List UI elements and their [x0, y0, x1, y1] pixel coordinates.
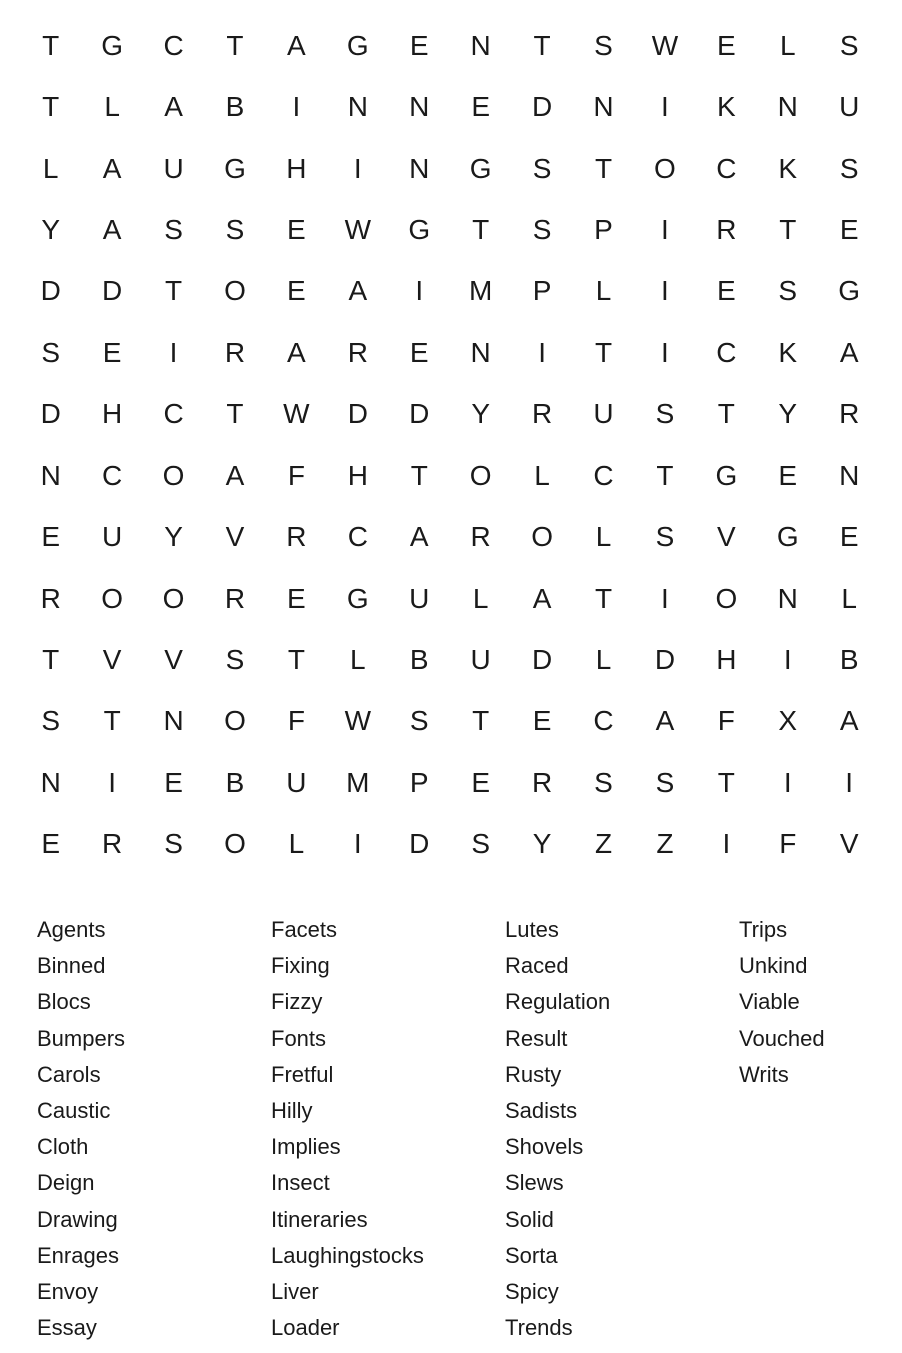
grid-cell[interactable]: I: [353, 828, 362, 860]
word-column: [37, 912, 267, 1346]
grid-cell[interactable]: T: [779, 213, 797, 245]
grid-cell[interactable]: G: [101, 29, 124, 61]
word-item: Implies: [271, 1134, 341, 1160]
grid-cell[interactable]: S: [41, 705, 61, 737]
word-item: Solid: [505, 1206, 554, 1232]
grid-cell[interactable]: T: [287, 643, 305, 675]
grid-cell[interactable]: I: [108, 766, 117, 798]
word-item: Laughingstocks: [271, 1242, 424, 1268]
grid-cell[interactable]: F: [717, 705, 735, 737]
grid-cell[interactable]: T: [594, 336, 613, 368]
grid-cell[interactable]: G: [715, 459, 738, 491]
grid-cell[interactable]: Z: [656, 828, 674, 860]
grid-cell[interactable]: G: [346, 29, 369, 61]
grid-cell[interactable]: S: [409, 705, 429, 737]
grid-cell[interactable]: S: [41, 336, 61, 368]
grid-cell[interactable]: E: [471, 91, 490, 123]
grid-cell[interactable]: I: [845, 766, 854, 798]
word-item: Writs: [739, 1061, 789, 1087]
grid-cell[interactable]: G: [469, 152, 492, 184]
grid-cell[interactable]: B: [225, 766, 245, 798]
grid-cell[interactable]: A: [839, 336, 859, 368]
word-item: Result: [505, 1025, 568, 1051]
word-item: Deign: [37, 1170, 95, 1196]
grid-cell[interactable]: T: [103, 705, 121, 737]
grid-cell[interactable]: F: [287, 705, 305, 737]
word-item: Essay: [37, 1315, 97, 1341]
word-item: Sadists: [505, 1097, 578, 1123]
grid-cell[interactable]: P: [532, 275, 552, 307]
word-column: [271, 912, 501, 1346]
grid-cell[interactable]: D: [40, 398, 61, 430]
grid-cell[interactable]: I: [661, 275, 669, 307]
word-item: Binned: [37, 953, 106, 979]
word-item: Viable: [739, 989, 800, 1015]
word-column: [505, 912, 735, 1346]
grid-cell[interactable]: O: [224, 275, 246, 307]
grid-cell[interactable]: R: [470, 521, 491, 553]
grid-cell[interactable]: D: [102, 275, 123, 307]
grid-cell[interactable]: L: [534, 459, 550, 491]
grid-cell[interactable]: E: [778, 459, 798, 491]
grid-cell[interactable]: O: [469, 459, 492, 491]
grid-cell[interactable]: S: [164, 213, 183, 245]
grid-cell[interactable]: A: [102, 152, 122, 184]
grid-cell[interactable]: R: [224, 582, 246, 614]
grid-cell[interactable]: D: [409, 398, 430, 430]
grid-cell[interactable]: E: [164, 766, 183, 798]
grid-cell[interactable]: G: [346, 582, 369, 614]
grid-cell[interactable]: L: [595, 643, 612, 675]
grid-cell[interactable]: E: [471, 766, 490, 798]
word-item: Envoy: [37, 1278, 99, 1304]
grid-cell[interactable]: T: [410, 459, 428, 491]
grid-cell[interactable]: S: [594, 766, 613, 798]
grid-cell[interactable]: L: [104, 91, 120, 123]
grid-cell[interactable]: C: [163, 29, 184, 61]
grid-cell[interactable]: I: [661, 91, 669, 123]
word-item: Slews: [505, 1170, 564, 1196]
grid-cell[interactable]: T: [42, 29, 60, 61]
grid-cell[interactable]: D: [347, 398, 368, 430]
grid-cell[interactable]: S: [655, 398, 675, 430]
word-column: [739, 912, 902, 1093]
grid-cell[interactable]: R: [347, 336, 368, 368]
grid-cell[interactable]: O: [162, 459, 185, 491]
grid-cell[interactable]: S: [839, 152, 859, 184]
grid-cell[interactable]: G: [838, 275, 861, 307]
grid-cell[interactable]: Y: [532, 828, 552, 860]
grid-cell[interactable]: Y: [41, 213, 61, 245]
word-item: Fonts: [271, 1025, 327, 1051]
grid-cell[interactable]: L: [595, 521, 612, 553]
word-item: Trends: [505, 1315, 573, 1341]
grid-cell[interactable]: O: [715, 582, 738, 614]
grid-cell[interactable]: G: [408, 213, 431, 245]
grid-cell[interactable]: N: [409, 91, 430, 123]
grid-cell[interactable]: R: [224, 336, 246, 368]
grid-cell[interactable]: C: [163, 398, 184, 430]
grid-cell[interactable]: U: [470, 643, 491, 675]
grid-cell[interactable]: L: [472, 582, 489, 614]
grid-cell[interactable]: B: [225, 91, 245, 123]
grid-cell[interactable]: I: [722, 828, 731, 860]
grid-cell[interactable]: T: [42, 91, 60, 123]
grid-cell[interactable]: N: [470, 29, 491, 61]
grid-cell[interactable]: N: [777, 582, 798, 614]
grid-cell[interactable]: A: [655, 705, 675, 737]
grid-cell[interactable]: V: [839, 828, 859, 860]
grid-cell[interactable]: T: [472, 705, 490, 737]
word-item: Itineraries: [271, 1206, 368, 1232]
grid-cell[interactable]: T: [165, 275, 183, 307]
grid-cell[interactable]: L: [350, 643, 366, 675]
grid-cell[interactable]: N: [40, 766, 61, 798]
grid-cell[interactable]: E: [839, 213, 859, 245]
grid-cell[interactable]: I: [783, 643, 792, 675]
grid-cell[interactable]: M: [346, 766, 370, 798]
grid-cell[interactable]: S: [532, 213, 552, 245]
grid-cell[interactable]: S: [164, 828, 183, 860]
word-item: Carols: [37, 1061, 101, 1087]
grid-cell[interactable]: S: [225, 643, 245, 675]
grid-cell[interactable]: L: [288, 828, 305, 860]
grid-cell[interactable]: T: [594, 582, 613, 614]
grid-cell[interactable]: K: [778, 336, 798, 368]
grid-cell[interactable]: C: [102, 459, 123, 491]
grid-cell[interactable]: A: [287, 336, 306, 368]
grid-cell[interactable]: F: [779, 828, 797, 860]
grid-cell[interactable]: V: [102, 643, 122, 675]
grid-cell[interactable]: G: [776, 521, 799, 553]
grid-cell[interactable]: O: [162, 582, 185, 614]
grid-cell[interactable]: Y: [164, 521, 183, 553]
word-item: Unkind: [739, 953, 808, 979]
grid-cell[interactable]: W: [344, 705, 372, 737]
grid-cell[interactable]: C: [593, 459, 614, 491]
grid-cell[interactable]: U: [102, 521, 123, 553]
word-item: Fizzy: [271, 989, 323, 1015]
grid-cell[interactable]: A: [348, 275, 368, 307]
grid-cell[interactable]: S: [655, 766, 675, 798]
word-item: Insect: [271, 1170, 330, 1196]
word-item: Spicy: [505, 1278, 559, 1304]
word-item: Trips: [739, 917, 788, 942]
grid-cell[interactable]: K: [717, 91, 736, 123]
grid-cell[interactable]: C: [716, 152, 737, 184]
grid-cell[interactable]: C: [593, 705, 614, 737]
grid-cell[interactable]: N: [40, 459, 61, 491]
word-item: Blocs: [37, 989, 91, 1015]
word-item: Fixing: [271, 953, 330, 979]
grid-cell[interactable]: D: [409, 828, 430, 860]
grid-cell[interactable]: X: [778, 705, 798, 737]
grid-cell[interactable]: T: [226, 29, 244, 61]
grid-cell[interactable]: M: [469, 275, 493, 307]
word-item: Vouched: [739, 1025, 825, 1051]
grid-cell[interactable]: D: [654, 643, 676, 675]
word-item: Fretful: [271, 1061, 334, 1087]
grid-cell[interactable]: R: [102, 828, 123, 860]
word-item: Agents: [37, 917, 106, 942]
grid-cell[interactable]: T: [533, 29, 551, 61]
grid-cell[interactable]: Y: [471, 398, 490, 430]
grid-cell[interactable]: U: [163, 152, 184, 184]
grid-cell[interactable]: L: [42, 152, 59, 184]
word-item: Hilly: [271, 1097, 313, 1123]
grid-cell[interactable]: O: [224, 828, 246, 860]
grid-cell[interactable]: A: [839, 705, 859, 737]
grid-cell[interactable]: A: [225, 459, 245, 491]
word-item: Sorta: [505, 1242, 558, 1268]
grid-cell[interactable]: U: [839, 91, 860, 123]
word-item: Drawing: [37, 1206, 118, 1232]
grid-cell[interactable]: S: [532, 152, 552, 184]
grid-cell[interactable]: A: [102, 213, 122, 245]
word-item: Shovels: [505, 1134, 584, 1160]
grid-cell[interactable]: I: [538, 336, 546, 368]
grid-cell[interactable]: V: [225, 521, 245, 553]
grid-cell[interactable]: L: [595, 275, 612, 307]
grid-cell[interactable]: I: [415, 275, 424, 307]
grid-cell[interactable]: H: [347, 459, 368, 491]
grid-cell[interactable]: N: [347, 91, 368, 123]
grid-cell[interactable]: R: [531, 766, 553, 798]
grid-cell[interactable]: R: [839, 398, 860, 430]
grid-cell[interactable]: G: [224, 152, 246, 184]
grid-cell[interactable]: E: [41, 521, 61, 553]
grid-cell[interactable]: T: [594, 152, 613, 184]
grid-cell[interactable]: N: [777, 91, 798, 123]
word-item: Raced: [505, 953, 569, 979]
grid-cell[interactable]: A: [164, 91, 183, 123]
grid-cell[interactable]: N: [163, 705, 184, 737]
grid-cell[interactable]: E: [839, 521, 859, 553]
grid-cell[interactable]: N: [409, 152, 430, 184]
grid-cell[interactable]: D: [40, 275, 61, 307]
grid-cell[interactable]: O: [654, 152, 676, 184]
grid-cell[interactable]: E: [409, 336, 429, 368]
grid-cell[interactable]: S: [655, 521, 675, 553]
grid-cell[interactable]: R: [716, 213, 737, 245]
grid-cell[interactable]: L: [841, 582, 857, 614]
grid-cell[interactable]: A: [287, 29, 306, 61]
grid-cell[interactable]: V: [717, 521, 736, 553]
word-item: Caustic: [37, 1097, 111, 1123]
word-item: Lutes: [505, 917, 559, 942]
grid-cell[interactable]: R: [286, 521, 307, 553]
grid-cell[interactable]: H: [286, 152, 307, 184]
grid-cell[interactable]: Z: [594, 828, 613, 860]
grid-cell[interactable]: W: [344, 213, 372, 245]
grid-cell[interactable]: V: [164, 643, 183, 675]
grid-cell[interactable]: L: [779, 29, 796, 61]
grid-cell[interactable]: O: [224, 705, 246, 737]
grid-cell[interactable]: D: [531, 91, 553, 123]
grid-cell[interactable]: N: [593, 91, 614, 123]
grid-cell[interactable]: W: [651, 29, 679, 61]
grid-cell[interactable]: S: [471, 828, 490, 860]
grid-cell[interactable]: N: [839, 459, 860, 491]
grid-cell[interactable]: I: [661, 213, 669, 245]
grid-cell[interactable]: A: [409, 521, 429, 553]
grid-cell[interactable]: E: [532, 705, 552, 737]
word-item: Rusty: [505, 1061, 562, 1087]
grid-cell[interactable]: B: [839, 643, 859, 675]
word-list: [37, 912, 897, 1348]
grid-cell[interactable]: N: [470, 336, 491, 368]
grid-cell[interactable]: T: [472, 213, 490, 245]
grid-cell[interactable]: E: [287, 582, 306, 614]
grid-cell[interactable]: I: [661, 582, 669, 614]
grid-cell[interactable]: S: [594, 29, 613, 61]
grid-cell[interactable]: S: [839, 29, 859, 61]
grid-cell[interactable]: U: [409, 582, 430, 614]
word-item: Cloth: [37, 1134, 89, 1160]
grid-cell[interactable]: E: [717, 29, 736, 61]
grid-cell[interactable]: T: [717, 398, 735, 430]
grid-cell[interactable]: E: [717, 275, 736, 307]
grid-cell[interactable]: S: [225, 213, 245, 245]
word-item: Enrages: [37, 1242, 119, 1268]
grid-cell[interactable]: R: [531, 398, 553, 430]
grid-cell[interactable]: S: [778, 275, 798, 307]
grid-cell[interactable]: O: [531, 521, 553, 553]
grid-cell[interactable]: T: [717, 766, 735, 798]
grid-cell[interactable]: K: [778, 152, 798, 184]
grid-cell[interactable]: E: [41, 828, 61, 860]
grid-cell[interactable]: U: [593, 398, 614, 430]
grid-cell[interactable]: E: [409, 29, 429, 61]
grid-cell[interactable]: C: [716, 336, 737, 368]
word-item: Bumpers: [37, 1025, 126, 1051]
grid-cell[interactable]: Y: [778, 398, 798, 430]
grid-cell[interactable]: H: [716, 643, 737, 675]
word-item: Loader: [271, 1315, 340, 1341]
word-item: Facets: [271, 917, 338, 942]
grid-cell[interactable]: A: [532, 582, 552, 614]
grid-cell[interactable]: P: [409, 766, 429, 798]
grid-cell[interactable]: I: [783, 766, 792, 798]
grid-cell[interactable]: T: [656, 459, 674, 491]
grid-cell[interactable]: I: [169, 336, 178, 368]
grid-cell[interactable]: I: [661, 336, 669, 368]
grid-cell[interactable]: F: [287, 459, 305, 491]
grid-cell[interactable]: I: [353, 152, 362, 184]
word-item: Liver: [271, 1278, 319, 1304]
grid-cell[interactable]: T: [42, 643, 60, 675]
grid-cell[interactable]: W: [283, 398, 310, 430]
grid-cell[interactable]: E: [287, 275, 306, 307]
grid-cell[interactable]: T: [226, 398, 244, 430]
word-item: Regulation: [505, 989, 611, 1015]
grid-cell[interactable]: E: [102, 336, 122, 368]
grid-cell[interactable]: H: [102, 398, 123, 430]
letter-grid: [20, 15, 880, 875]
grid-cell[interactable]: E: [287, 213, 306, 245]
grid-cell[interactable]: P: [594, 213, 613, 245]
grid-cell[interactable]: O: [101, 582, 124, 614]
grid-cell[interactable]: I: [292, 91, 301, 123]
grid-cell[interactable]: R: [40, 582, 61, 614]
grid-cell[interactable]: B: [409, 643, 429, 675]
grid-cell[interactable]: D: [531, 643, 553, 675]
grid-cell[interactable]: C: [347, 521, 368, 553]
grid-cell[interactable]: U: [286, 766, 307, 798]
